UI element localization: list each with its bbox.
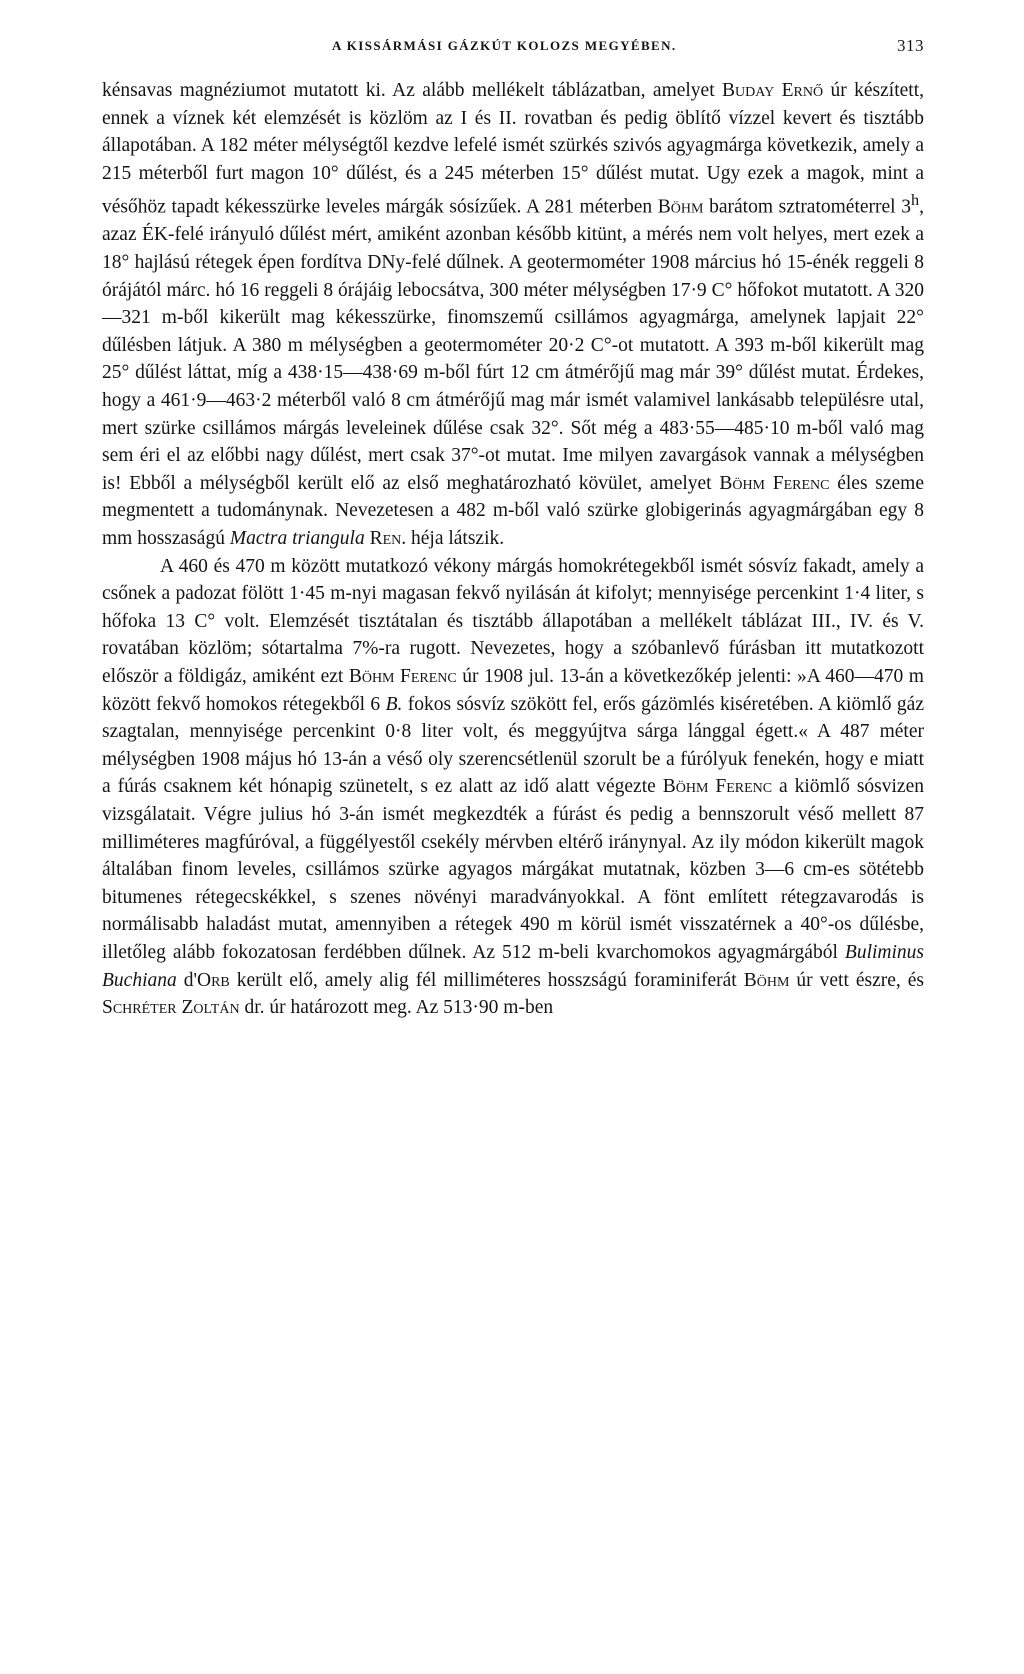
superscript-text: h <box>911 191 920 210</box>
person-name: Buday Ernő <box>722 80 824 101</box>
person-name: Böhm Ferenc <box>348 665 457 687</box>
species-name: Mactra triangula <box>229 528 365 549</box>
paragraph-2 <box>102 553 924 1022</box>
text-run: a kiömlő sósvizen vizsgálatait. Végre julius hó 3-án ismét megkezdték a fúrást és pedig a bennszorult véső mellett 87 milliméteres magfúróval, a függélyestől csekély mérvben eltérő iránynyal. Az ily módon kikerült magok általában finom leveles, csillámos szürke agyagos márgákat mutatnak, közben 3—6 cm-es sötétebb bitumenes rétegecskékkel, s szenes növényi maradványokkal. A fönt említett rétegzavarodás is normálisabb haladást mutat, amennyiben a rétegek 490 m körül ismét visszatérnek a 40°-os dűlésbe, illetőleg alább fokozatosan ferdébben dűlnek. Az 512 m-beli kvarchomokos agyagmárgából <box>102 776 924 963</box>
running-title: A KISSÁRMÁSI GÁZKÚT KOLOZS MEGYÉBEN. <box>332 38 677 53</box>
body-text <box>102 77 924 1022</box>
species-name: B. <box>385 693 403 715</box>
person-name: Böhm <box>743 969 790 991</box>
text-run: , azaz ÉK-felé irányuló dűlést mért, amiként azonban később kitünt, a mérés nem volt helyes, mert ezek a 18° hajlású rétegek épen fordítva DNy-felé dűlnek. A geotermométer 1908 március hó 15-énék reggeli 8 órájától márc. hó 16 reggeli 8 órájáig lebocsátva, 300 méter mélységben 17·9 C° hőfokot mutatott. A 320—321 m-ből kikerült mag kékesszürke, finomszemű csillámos agyagmárga, amelynek lapjait 22° dűlésben látjuk. A 380 m mélységben a geotermométer 20·2 C°-ot mutatott. A 393 m-ből kikerült mag 25° dűlést láttat, míg a 438·15—438·69 m-ből fúrt 12 cm átmérőjű mag már 39° dűlést mutat. Érdekes, hogy a 461·9—463·2 méterből való 8 cm átmérőjű mag már ismét valamivel lankásabb településre utal, mert szürke csillámos márgás leveleinek dűlése csak 32°. Sőt még a 483·55—485·10 m-ből való mag sem éri el az előbbi nagy dűlést, mert csak 37°-ot mutat. Ime milyen zavargások vannak a mélységben is! Ebből a mélységből került elő az első meghatározható kövület, amelyet <box>102 196 924 494</box>
text-run: fokos sósvíz szökött fel, erős gázömlés kiséretében. A kiömlő gáz szagtalan, mennyisége percenkint 0·8 liter volt, és meggyújtva sárga lánggal égett.« A 487 méter mélységben 1908 május hó 13-án a véső oly szerencsétlenül szorult be a fúrólyuk fenekén, hogy e miatt a fúrás csaknem két hónapig szünetelt, s ez alatt az idő alatt végezte <box>102 693 924 798</box>
species-name: Buliminus Buchiana <box>102 941 924 991</box>
page-number: 313 <box>897 36 924 55</box>
text-run: úr 1908 jul. 13-án a következőkép jelenti: »A 460—470 m között fekvő homokos rétegekből 6 <box>102 665 924 715</box>
paragraph-1 <box>102 77 924 553</box>
text-run: úr készített, ennek a víznek két elemzését is közlöm az I és II. rovatban és pedig öblítő vízzel kevert és tisztább állapotában. A 182 méter mélységtől kezdve lefelé ismét szürkés szivós agyagmárga következik, amely a 215 méterből furt magon 10° dűlést, és a 245 méterben 15° dűlést mutat. Ugy ezek a magok, mint a vésőhöz tapadt kékesszürke leveles márgák sósízűek. A 281 méterben <box>102 80 924 218</box>
text-run: barátom sztratométerrel 3 <box>703 196 911 218</box>
person-name: Schréter Zoltán <box>102 997 240 1019</box>
person-name: Böhm Ferenc <box>719 472 830 494</box>
person-name: Böhm <box>657 196 704 218</box>
text-run: A 460 és 470 m között mutatkozó vékony márgás homokrétegekből ismét sósvíz fakadt, amely a csőnek a padozat fölött 1·45 m-nyi magasan fekvő nyilásán át kifolyt; mennyisége percenkint 1·4 liter, s hőfoka 13 C° volt. Elemzését tisztátalan és tisztább állapotában a mellékelt táblázat III., IV. és V. rovatában közlöm; sótartalma 7%-ra rugott. Nevezetes, hogy a szóbanlevő fúrásban itt mutatkozott először a földigáz, amiként ezt <box>102 555 924 687</box>
text-run: . héja látszik. <box>401 528 505 549</box>
text-run: került elő, amely alig fél milliméteres hosszságú foraminiferát <box>229 969 744 991</box>
text-run: dr. úr határozott meg. Az 513·90 m-ben <box>239 997 554 1019</box>
person-name: Böhm Ferenc <box>662 776 773 798</box>
text-run: d' <box>176 969 197 991</box>
text-run: éles szeme megmentett a tudománynak. Nevezetesen a 482 m-ből való szürke globigerinás agyagmárgában egy 8 mm hosszaságú <box>102 472 924 549</box>
text-run: úr vett észre, és <box>789 969 925 991</box>
book-page <box>102 30 924 1022</box>
text-run: kénsavas magnéziumot mutatott ki. Az alább mellékelt táblázatban, amelyet <box>102 80 723 101</box>
person-name: Orb <box>197 969 230 991</box>
person-name: Ren <box>369 528 402 549</box>
running-head <box>102 30 924 60</box>
